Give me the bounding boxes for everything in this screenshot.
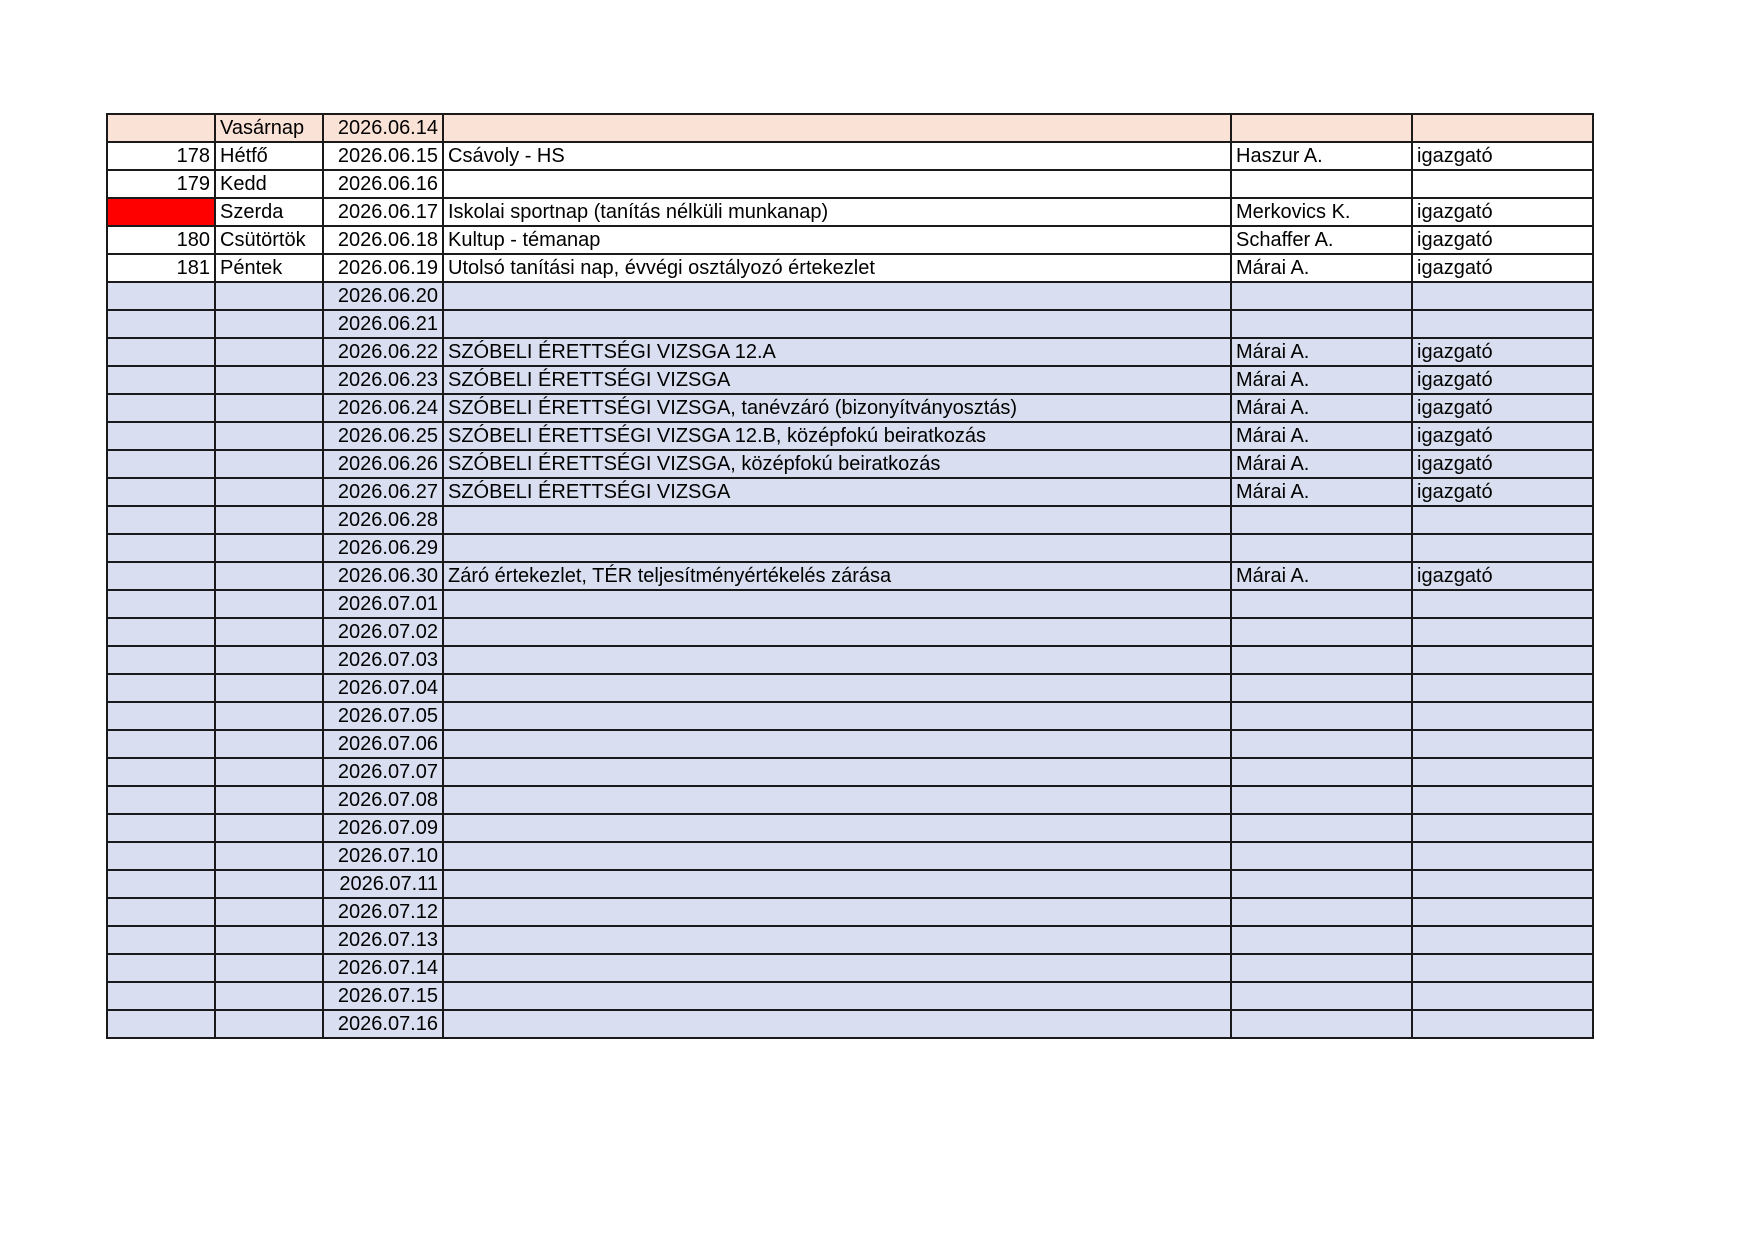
event-cell: [443, 814, 1231, 842]
date-cell: 2026.07.11: [323, 870, 443, 898]
event-cell: [443, 310, 1231, 338]
weekday-cell: [215, 870, 323, 898]
responsible-cell: [1231, 506, 1412, 534]
table-row: [107, 618, 1593, 646]
date-cell: 2026.06.21: [323, 310, 443, 338]
role-cell: [1412, 170, 1593, 198]
table-row: [107, 114, 1593, 142]
lesson-number-cell: [107, 590, 215, 618]
lesson-number-cell: [107, 366, 215, 394]
responsible-cell: [1231, 898, 1412, 926]
role-cell: [1412, 898, 1593, 926]
table-row: [107, 170, 1593, 198]
weekday-cell: [215, 534, 323, 562]
role-cell: [1412, 506, 1593, 534]
lesson-number-cell: [107, 926, 215, 954]
table-row: [107, 310, 1593, 338]
date-cell: 2026.07.03: [323, 646, 443, 674]
table-row: [107, 562, 1593, 590]
role-cell: [1412, 534, 1593, 562]
role-cell: [1412, 842, 1593, 870]
event-cell: Záró értekezlet, TÉR teljesítményértékelés zárása: [443, 562, 1231, 590]
date-cell: 2026.07.16: [323, 1010, 443, 1038]
role-cell: [1412, 114, 1593, 142]
weekday-cell: [215, 366, 323, 394]
event-cell: [443, 506, 1231, 534]
responsible-cell: [1231, 786, 1412, 814]
event-cell: [443, 786, 1231, 814]
role-cell: [1412, 646, 1593, 674]
lesson-number-cell: [107, 898, 215, 926]
table-row: [107, 1010, 1593, 1038]
table-row: [107, 142, 1593, 170]
date-cell: 2026.06.14: [323, 114, 443, 142]
table-row: [107, 534, 1593, 562]
date-cell: 2026.07.07: [323, 758, 443, 786]
lesson-number-cell: [107, 282, 215, 310]
event-cell: [443, 842, 1231, 870]
table-row: [107, 282, 1593, 310]
weekday-cell: [215, 338, 323, 366]
responsible-cell: [1231, 870, 1412, 898]
role-cell: igazgató: [1412, 478, 1593, 506]
table-row: [107, 590, 1593, 618]
event-cell: [443, 870, 1231, 898]
weekday-cell: [215, 954, 323, 982]
responsible-cell: Merkovics K.: [1231, 198, 1412, 226]
table-row: [107, 422, 1593, 450]
weekday-cell: [215, 702, 323, 730]
event-cell: [443, 926, 1231, 954]
event-cell: [443, 954, 1231, 982]
role-cell: igazgató: [1412, 226, 1593, 254]
responsible-cell: [1231, 114, 1412, 142]
date-cell: 2026.07.15: [323, 982, 443, 1010]
role-cell: [1412, 618, 1593, 646]
responsible-cell: [1231, 730, 1412, 758]
lesson-number-cell: [107, 814, 215, 842]
date-cell: 2026.07.06: [323, 730, 443, 758]
table-row: [107, 702, 1593, 730]
weekday-cell: [215, 926, 323, 954]
role-cell: [1412, 814, 1593, 842]
weekday-cell: [215, 506, 323, 534]
red-marker-cell: [107, 198, 215, 226]
date-cell: 2026.06.19: [323, 254, 443, 282]
responsible-cell: [1231, 702, 1412, 730]
role-cell: [1412, 282, 1593, 310]
responsible-cell: Márai A.: [1231, 366, 1412, 394]
responsible-cell: Márai A.: [1231, 338, 1412, 366]
date-cell: 2026.07.10: [323, 842, 443, 870]
date-cell: 2026.06.28: [323, 506, 443, 534]
responsible-cell: [1231, 814, 1412, 842]
lesson-number-cell: [107, 114, 215, 142]
lesson-number-cell: [107, 982, 215, 1010]
weekday-cell: [215, 310, 323, 338]
date-cell: 2026.07.14: [323, 954, 443, 982]
role-cell: [1412, 702, 1593, 730]
lesson-number-cell: [107, 618, 215, 646]
responsible-cell: [1231, 618, 1412, 646]
lesson-number-cell: 178: [107, 142, 215, 170]
lesson-number-cell: [107, 478, 215, 506]
event-cell: SZÓBELI ÉRETTSÉGI VIZSGA: [443, 478, 1231, 506]
role-cell: [1412, 758, 1593, 786]
date-cell: 2026.06.15: [323, 142, 443, 170]
lesson-number-cell: [107, 310, 215, 338]
weekday-cell: [215, 814, 323, 842]
responsible-cell: [1231, 310, 1412, 338]
role-cell: igazgató: [1412, 450, 1593, 478]
role-cell: [1412, 310, 1593, 338]
date-cell: 2026.06.25: [323, 422, 443, 450]
table-row: [107, 254, 1593, 282]
responsible-cell: Márai A.: [1231, 394, 1412, 422]
lesson-number-cell: [107, 646, 215, 674]
weekday-cell: [215, 562, 323, 590]
responsible-cell: Schaffer A.: [1231, 226, 1412, 254]
date-cell: 2026.07.09: [323, 814, 443, 842]
lesson-number-cell: [107, 730, 215, 758]
weekday-cell: [215, 394, 323, 422]
event-cell: [443, 114, 1231, 142]
weekday-cell: [215, 674, 323, 702]
lesson-number-cell: [107, 394, 215, 422]
table-row: [107, 198, 1593, 226]
lesson-number-cell: [107, 954, 215, 982]
lesson-number-cell: [107, 450, 215, 478]
event-cell: SZÓBELI ÉRETTSÉGI VIZSGA, középfokú beiratkozás: [443, 450, 1231, 478]
lesson-number-cell: [107, 786, 215, 814]
table-row: [107, 366, 1593, 394]
role-cell: [1412, 982, 1593, 1010]
table-row: [107, 842, 1593, 870]
date-cell: 2026.07.05: [323, 702, 443, 730]
event-cell: [443, 1010, 1231, 1038]
role-cell: igazgató: [1412, 422, 1593, 450]
lesson-number-cell: [107, 674, 215, 702]
event-cell: [443, 982, 1231, 1010]
weekday-cell: Szerda: [215, 198, 323, 226]
responsible-cell: Márai A.: [1231, 422, 1412, 450]
event-cell: [443, 674, 1231, 702]
date-cell: 2026.06.16: [323, 170, 443, 198]
weekday-cell: Péntek: [215, 254, 323, 282]
weekday-cell: [215, 842, 323, 870]
weekday-cell: [215, 758, 323, 786]
schedule-table: [106, 113, 1594, 1039]
lesson-number-cell: [107, 702, 215, 730]
lesson-number-cell: 179: [107, 170, 215, 198]
responsible-cell: [1231, 1010, 1412, 1038]
responsible-cell: [1231, 926, 1412, 954]
date-cell: 2026.07.12: [323, 898, 443, 926]
weekday-cell: Csütörtök: [215, 226, 323, 254]
date-cell: 2026.07.04: [323, 674, 443, 702]
table-row: [107, 674, 1593, 702]
weekday-cell: [215, 1010, 323, 1038]
role-cell: [1412, 870, 1593, 898]
weekday-cell: [215, 478, 323, 506]
role-cell: [1412, 1010, 1593, 1038]
table-row: [107, 898, 1593, 926]
event-cell: [443, 170, 1231, 198]
table-row: [107, 646, 1593, 674]
date-cell: 2026.06.30: [323, 562, 443, 590]
table-row: [107, 450, 1593, 478]
lesson-number-cell: [107, 338, 215, 366]
responsible-cell: [1231, 590, 1412, 618]
table-row: [107, 954, 1593, 982]
role-cell: igazgató: [1412, 562, 1593, 590]
weekday-cell: [215, 982, 323, 1010]
event-cell: [443, 898, 1231, 926]
role-cell: igazgató: [1412, 338, 1593, 366]
event-cell: [443, 618, 1231, 646]
role-cell: [1412, 674, 1593, 702]
date-cell: 2026.07.01: [323, 590, 443, 618]
table-row: [107, 758, 1593, 786]
event-cell: SZÓBELI ÉRETTSÉGI VIZSGA, tanévzáró (bizonyítványosztás): [443, 394, 1231, 422]
responsible-cell: [1231, 646, 1412, 674]
event-cell: [443, 646, 1231, 674]
role-cell: [1412, 954, 1593, 982]
event-cell: Csávoly - HS: [443, 142, 1231, 170]
event-cell: [443, 590, 1231, 618]
role-cell: igazgató: [1412, 198, 1593, 226]
table-row: [107, 226, 1593, 254]
table-row: [107, 926, 1593, 954]
role-cell: igazgató: [1412, 254, 1593, 282]
lesson-number-cell: [107, 562, 215, 590]
date-cell: 2026.06.23: [323, 366, 443, 394]
role-cell: [1412, 590, 1593, 618]
date-cell: 2026.06.18: [323, 226, 443, 254]
responsible-cell: Haszur A.: [1231, 142, 1412, 170]
responsible-cell: [1231, 842, 1412, 870]
date-cell: 2026.06.22: [323, 338, 443, 366]
responsible-cell: [1231, 674, 1412, 702]
event-cell: [443, 730, 1231, 758]
schedule-body: [107, 114, 1593, 1038]
date-cell: 2026.07.13: [323, 926, 443, 954]
event-cell: SZÓBELI ÉRETTSÉGI VIZSGA 12.A: [443, 338, 1231, 366]
role-cell: [1412, 926, 1593, 954]
responsible-cell: Márai A.: [1231, 254, 1412, 282]
event-cell: [443, 702, 1231, 730]
responsible-cell: [1231, 282, 1412, 310]
event-cell: SZÓBELI ÉRETTSÉGI VIZSGA 12.B, középfokú beiratkozás: [443, 422, 1231, 450]
lesson-number-cell: [107, 870, 215, 898]
responsible-cell: [1231, 954, 1412, 982]
weekday-cell: [215, 422, 323, 450]
date-cell: 2026.06.17: [323, 198, 443, 226]
date-cell: 2026.06.27: [323, 478, 443, 506]
event-cell: Iskolai sportnap (tanítás nélküli munkanap): [443, 198, 1231, 226]
weekday-cell: [215, 590, 323, 618]
lesson-number-cell: [107, 534, 215, 562]
role-cell: [1412, 786, 1593, 814]
responsible-cell: Márai A.: [1231, 450, 1412, 478]
lesson-number-cell: [107, 758, 215, 786]
weekday-cell: [215, 786, 323, 814]
weekday-cell: [215, 450, 323, 478]
date-cell: 2026.07.02: [323, 618, 443, 646]
date-cell: 2026.06.20: [323, 282, 443, 310]
date-cell: 2026.07.08: [323, 786, 443, 814]
weekday-cell: [215, 282, 323, 310]
table-row: [107, 394, 1593, 422]
table-row: [107, 786, 1593, 814]
lesson-number-cell: [107, 506, 215, 534]
role-cell: [1412, 730, 1593, 758]
lesson-number-cell: [107, 842, 215, 870]
responsible-cell: [1231, 758, 1412, 786]
date-cell: 2026.06.29: [323, 534, 443, 562]
table-row: [107, 506, 1593, 534]
weekday-cell: [215, 618, 323, 646]
responsible-cell: [1231, 170, 1412, 198]
event-cell: SZÓBELI ÉRETTSÉGI VIZSGA: [443, 366, 1231, 394]
event-cell: Kultup - témanap: [443, 226, 1231, 254]
table-row: [107, 478, 1593, 506]
weekday-cell: [215, 730, 323, 758]
responsible-cell: [1231, 534, 1412, 562]
event-cell: [443, 534, 1231, 562]
event-cell: Utolsó tanítási nap, évvégi osztályozó értekezlet: [443, 254, 1231, 282]
lesson-number-cell: 180: [107, 226, 215, 254]
responsible-cell: Márai A.: [1231, 478, 1412, 506]
responsible-cell: Márai A.: [1231, 562, 1412, 590]
table-row: [107, 982, 1593, 1010]
weekday-cell: Kedd: [215, 170, 323, 198]
event-cell: [443, 282, 1231, 310]
date-cell: 2026.06.24: [323, 394, 443, 422]
table-row: [107, 338, 1593, 366]
table-row: [107, 814, 1593, 842]
lesson-number-cell: [107, 422, 215, 450]
event-cell: [443, 758, 1231, 786]
lesson-number-cell: [107, 1010, 215, 1038]
role-cell: igazgató: [1412, 142, 1593, 170]
responsible-cell: [1231, 982, 1412, 1010]
table-row: [107, 730, 1593, 758]
lesson-number-cell: 181: [107, 254, 215, 282]
table-row: [107, 870, 1593, 898]
weekday-cell: Vasárnap: [215, 114, 323, 142]
role-cell: igazgató: [1412, 394, 1593, 422]
date-cell: 2026.06.26: [323, 450, 443, 478]
weekday-cell: [215, 898, 323, 926]
weekday-cell: [215, 646, 323, 674]
role-cell: igazgató: [1412, 366, 1593, 394]
weekday-cell: Hétfő: [215, 142, 323, 170]
